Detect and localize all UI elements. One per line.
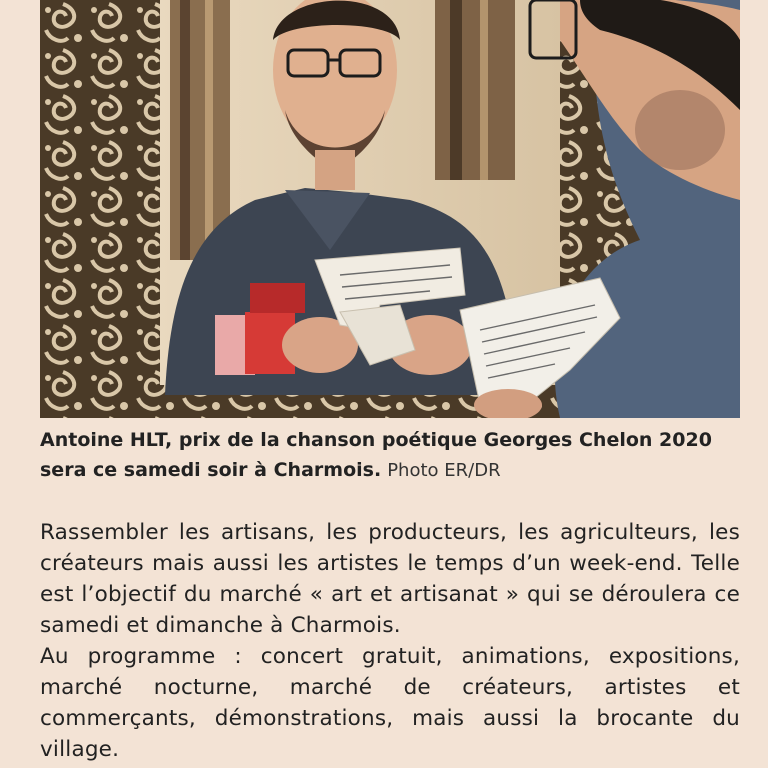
photo-credit: Photo ER/DR: [387, 460, 501, 481]
photo-caption: [40, 425, 740, 486]
news-clipping: [40, 0, 740, 768]
man-holding-torn-papers-icon: [40, 0, 740, 418]
caption-text: Antoine HLT, prix de la chanson poétique Georges Chelon 2020 sera ce samedi soir à Charmois.: [40, 429, 712, 481]
article-paragraph: Au programme : concert gratuit, animations, expositions, marché nocturne, marché de créateurs, artistes et commerçants, démonstrations, mais aussi la brocante du village.: [40, 644, 740, 762]
article-body: [40, 517, 740, 765]
article-paragraph: Rassembler les artisans, les producteurs, les agriculteurs, les créateurs mais aussi les artistes le temps d’un week-end. Telle est l’objectif du marché « art et artisanat » qui se déroulera ce samedi et dimanche à Charmois.: [40, 520, 740, 638]
article-photo: [40, 0, 740, 418]
